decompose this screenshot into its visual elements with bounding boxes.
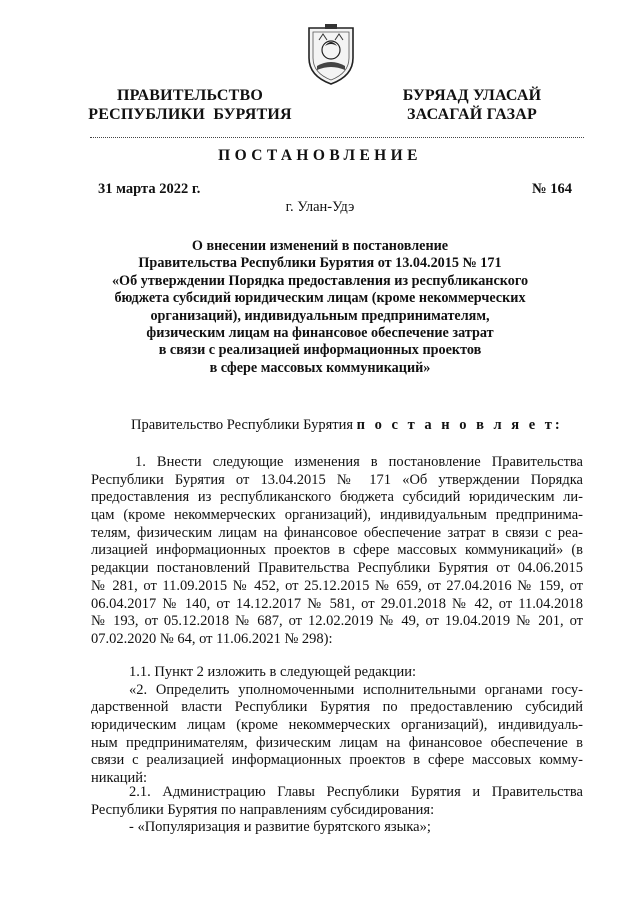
subject-line: в сфере массовых коммуникаций» xyxy=(209,359,431,376)
paragraph-3 xyxy=(91,784,583,837)
document-number: № 164 xyxy=(532,181,572,197)
subject-line: организаций), индивидуальным предпринимателям, xyxy=(150,307,490,324)
subject-line: бюджета субсидий юридическим лицам (кроме некоммерческих xyxy=(114,290,526,307)
subject-line: в связи с реализацией информационных проектов xyxy=(158,342,482,359)
body-line: № 281, от 11.09.2015 № 452, от 25.12.2015 № 659, от 27.04.2016 № 159, от xyxy=(91,577,583,594)
body-line: дарственной власти Республики Бурятия по предоставлению субсидий xyxy=(91,699,583,716)
decree-intro xyxy=(131,417,563,434)
intro-emphasis: п о с т а н о в л я е т: xyxy=(356,417,563,433)
header-divider xyxy=(90,137,584,138)
body-line: Республики Бурятия от 13.04.2015 № 171 «Об утверждении Порядка xyxy=(91,471,583,488)
subject-line: «Об утверждении Порядка предоставления из республиканского xyxy=(111,272,529,289)
body-line: ным предпринимателям, физическим лицам на финансовое обеспечение в xyxy=(91,734,583,751)
body-line: редакции постановлений Правительства Республики Бурятия от 04.06.2015 xyxy=(91,560,583,577)
body-line: 06.04.2017 № 140, от 14.12.2017 № 581, от 29.01.2018 № 42, от 11.04.2018 xyxy=(91,595,583,612)
body-line: цам (кроме некоммерческих организаций), индивидуальным предпринима- xyxy=(91,507,583,524)
body-line: предоставления из республиканского бюджета субсидий юридическим ли- xyxy=(91,489,583,506)
body-line: связи с реализацией информационных проектов в сфере массовых комму- xyxy=(91,752,583,769)
body-line: никаций: xyxy=(91,770,148,787)
body-line: «2. Определить уполномоченными исполнительными органами госу- xyxy=(129,681,583,698)
body-line: Республики Бурятия по направлениям субсидирования: xyxy=(91,801,435,818)
body-line: 1. Внести следующие изменения в постановление Правительства xyxy=(135,454,583,470)
document-date: 31 марта 2022 г. xyxy=(98,181,201,197)
government-name-russian xyxy=(70,86,310,124)
header-right-line-1: БУРЯАД УЛАСАЙ xyxy=(402,87,542,104)
intro-text: Правительство Республики Бурятия xyxy=(131,417,357,433)
header-left-line-1: ПРАВИТЕЛЬСТВО xyxy=(116,87,264,104)
header-left-line-2: РЕСПУБЛИКИ БУРЯТИЯ xyxy=(88,106,292,123)
government-name-buryat xyxy=(372,86,572,124)
body-line: юридическим лицам (кроме некоммерческих организаций), индивидуаль- xyxy=(91,717,583,734)
body-line: 07.02.2020 № 64, от 11.06.2021 № 298): xyxy=(91,630,333,647)
header-right-line-2: ЗАСАГАЙ ГАЗАР xyxy=(407,106,537,123)
subject-line: Правительства Республики Бурятия от 13.04.2015 № 171 xyxy=(138,255,502,272)
paragraph-1 xyxy=(91,454,583,649)
body-line: - «Популяризация и развитие бурятского языка»; xyxy=(129,819,431,836)
document-title: ПОСТАНОВЛЕНИЕ xyxy=(218,147,422,164)
paragraph-2 xyxy=(91,664,583,788)
subject-line: физическим лицам на финансовое обеспечение затрат xyxy=(146,325,494,342)
document-city: г. Улан-Удэ xyxy=(285,199,355,215)
body-line: 1.1. Пункт 2 изложить в следующей редакции: xyxy=(129,664,417,680)
subject-line: О внесении изменений в постановление xyxy=(191,238,449,254)
coat-of-arms-icon xyxy=(303,22,359,86)
body-line: № 193, от 05.12.2018 № 687, от 12.02.2019 № 49, от 19.04.2019 № 201, от xyxy=(91,613,583,630)
body-line: телям, физическим лицам на финансовое обеспечение затрат в связи с реа- xyxy=(91,524,583,541)
document-subject xyxy=(80,238,560,377)
body-line: лизацией информационных проектов в сфере массовых коммуникаций» (в xyxy=(91,542,583,559)
body-line: 2.1. Администрацию Главы Республики Бурятия и Правительства xyxy=(129,784,583,800)
